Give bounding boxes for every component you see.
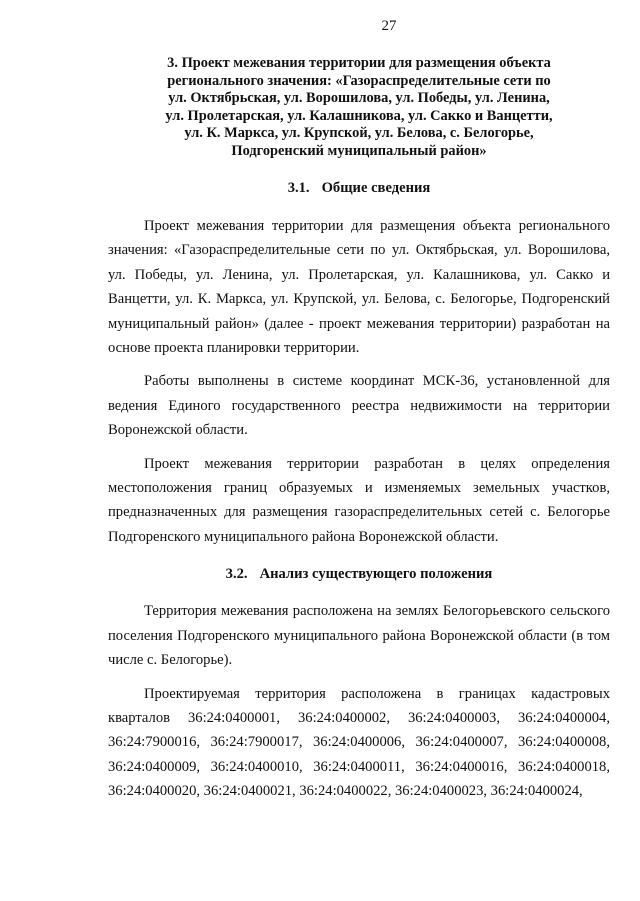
main-heading [108,55,610,160]
section-number: 3.2. [225,566,248,583]
paragraph-project-purpose: Проект межевания территории разработан в целях определения местоположения границ образуемых и изменяемых земельных участков, предназначенных для размещения газораспределительных сетей с. Белогорье Подгоренского муниципального района Воронежской области. [108,455,610,545]
section-title: Анализ существующего положения [259,566,493,583]
section-heading-existing-situation [108,565,610,583]
main-heading-line: ул. К. Маркса, ул. Крупской, ул. Белова, с. Белогорье, [184,125,534,141]
paragraph-cadastral-quarters: Проектируемая территория расположена в границах кадастровых кварталов 36:24:0400001, 36:24:0400002, 36:24:0400003, 36:24:0400004, 36:24:7900016, 36:24:7900017, 36:24:0400006, 36:24:0400007, 36:24:0400008, 36:24:0400009, 36:24:0400010, 36:24:0400011, 36:24:0400016, 36:24:0400018, 36:24:0400020, 36:24:0400021, 36:24:0400022, 36:24:0400023, 36:24:0400024, [108,685,610,800]
main-heading-line: ул. Пролетарская, ул. Калашникова, ул. Сакко и Ванцетти, [165,107,553,124]
paragraph-territory-location: Территория межевания расположена на землях Белогорьевского сельского поселения Подгоренского муниципального района Воронежской области (в том числе с. Белогорье). [108,603,610,669]
main-heading-line: Подгоренский муниципальный район» [231,142,487,159]
paragraph-project-description: Проект межевания территории для размещения объекта регионального значения: «Газораспределительные сети по ул. Октябрьская, ул. Ворошилова, ул. Победы, ул. Ленина, ул. Пролетарская, ул. Калашникова, ул. Сакко и Ванцетти, ул. К. Маркса, ул. Крупской, ул. Белова, с. Белогорье, Подгоренский муниципальный район» (далее - проект межевания территории) разработан на основе проекта планировки территории. [108,218,610,357]
main-heading-line: регионального значения: «Газораспределительные сети по [167,72,551,89]
section-heading-general-info [108,179,610,197]
paragraph-coordinate-system: Работы выполнены в системе координат МСК-36, установленной для ведения Единого государственного реестра недвижимости на территории Воронежской области. [108,373,610,439]
section-title: Общие сведения [321,180,431,196]
page-number: 27 [381,18,397,34]
section-number: 3.1. [287,180,310,196]
main-heading-line: 3. Проект межевания территории для размещения объекта [167,55,551,71]
main-heading-line: ул. Октябрьская, ул. Ворошилова, ул. Победы, ул. Ленина, [168,90,550,106]
